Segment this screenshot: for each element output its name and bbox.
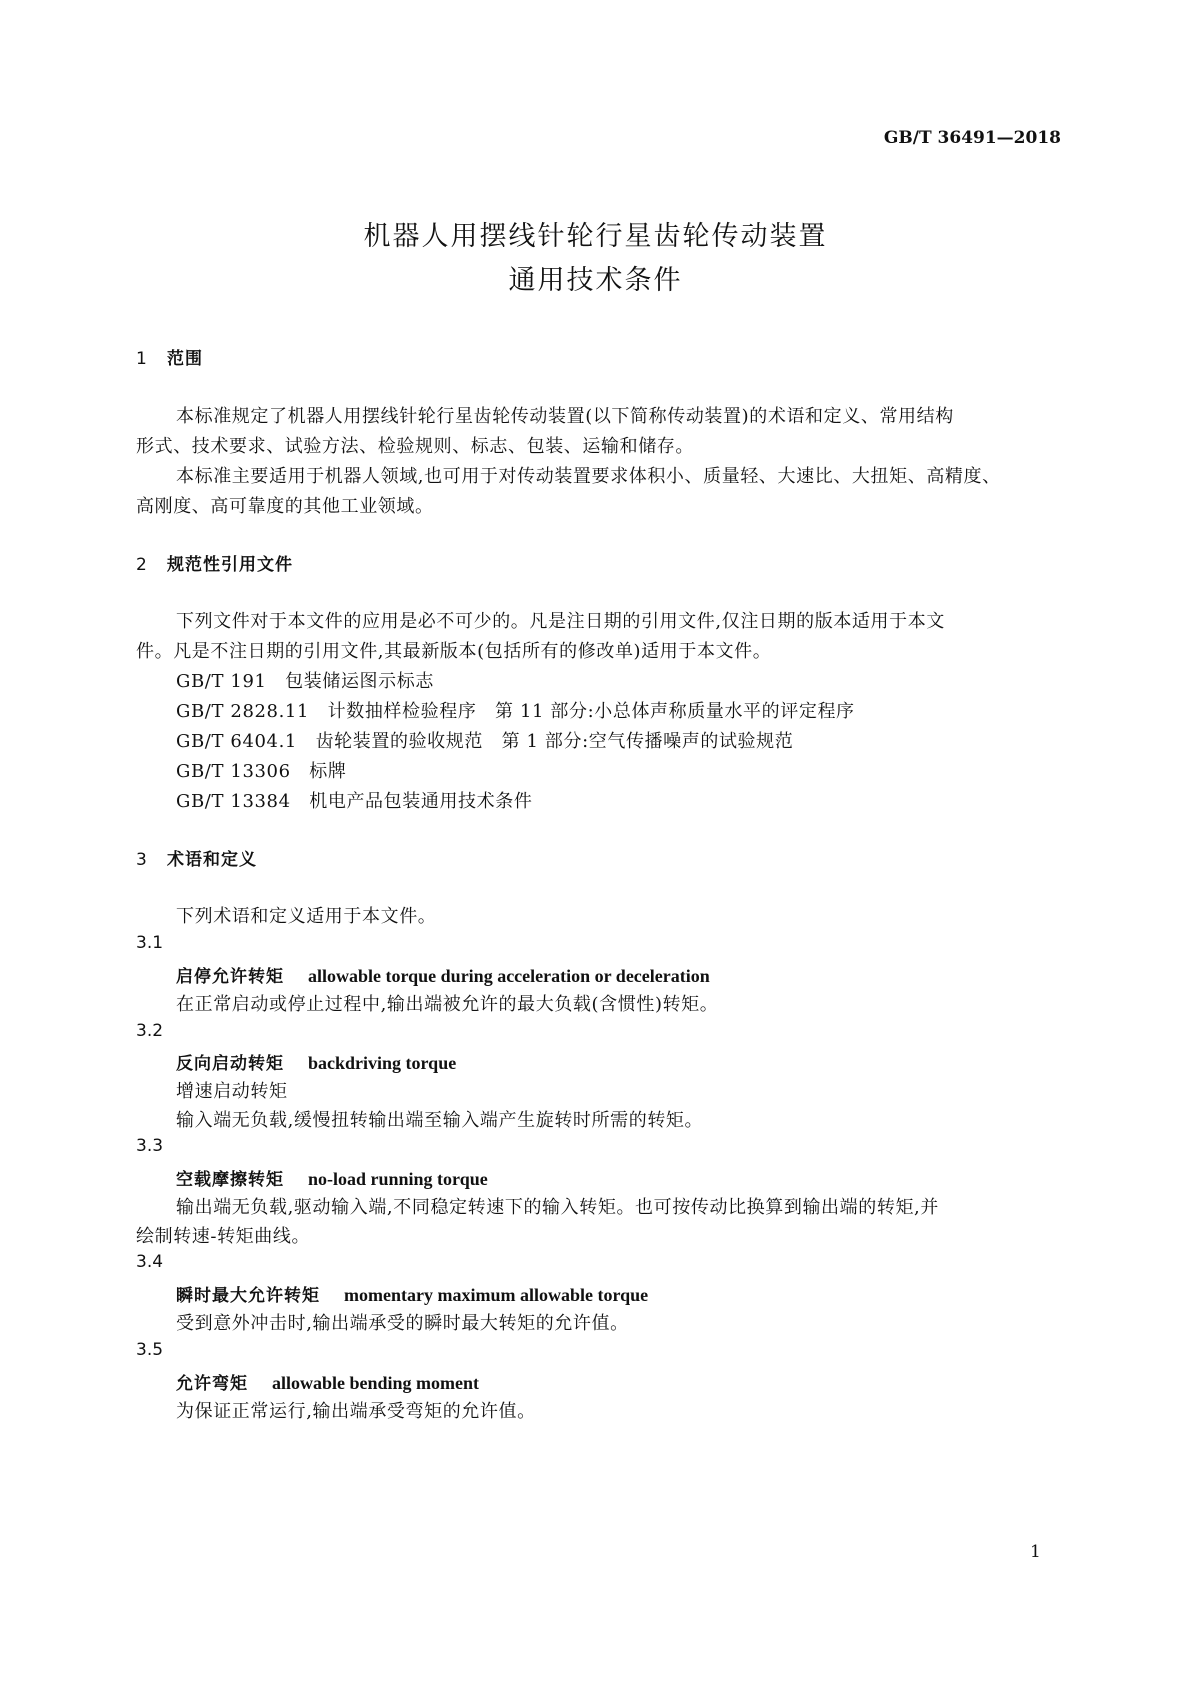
term-3-3-number: 3.3 [136,1136,164,1156]
term-3-5-cn: 允许弯矩 [176,1374,248,1394]
page-number: 1 [1030,1542,1041,1562]
term-3-3-definition-line-2: 绘制转速-转矩曲线。 [136,1226,311,1247]
term-3-5-heading [176,1369,479,1394]
term-3-4-en: momentary maximum allowable torque [344,1285,649,1305]
term-3-2-en: backdriving torque [308,1053,457,1073]
term-3-4-definition: 受到意外冲击时,输出端承受的瞬时最大转矩的允许值。 [176,1313,629,1334]
section-1-title: 范围 [167,349,203,369]
ref-gbt-6404-1: GB/T 6404.1 齿轮装置的验收规范 第 1 部分:空气传播噪声的试验规范 [176,731,794,752]
section-2-number: 2 [136,555,147,575]
section-2-heading [136,550,293,575]
section-3-title: 术语和定义 [167,850,257,870]
term-3-5-definition: 为保证正常运行,输出端承受弯矩的允许值。 [176,1401,536,1422]
ref-gbt-2828-11: GB/T 2828.11 计数抽样检验程序 第 11 部分:小总体声称质量水平的评定程序 [176,701,855,722]
term-3-3-cn: 空载摩擦转矩 [176,1170,284,1190]
term-3-4-cn: 瞬时最大允许转矩 [176,1286,320,1306]
section-1-para-1-line-2: 形式、技术要求、试验方法、检验规则、标志、包装、运输和储存。 [136,436,694,457]
term-3-1-cn: 启停允许转矩 [176,967,284,987]
section-1-number: 1 [136,349,147,369]
section-3-heading [136,845,257,870]
section-3-number: 3 [136,850,147,870]
section-1-para-2-line-1: 本标准主要适用于机器人领域,也可用于对传动装置要求体积小、质量轻、大速比、大扭矩、高精度、 [176,466,1001,487]
term-3-1-heading [176,962,710,987]
term-3-3-en: no-load running torque [308,1169,488,1189]
term-3-1-en: allowable torque during acceleration or deceleration [308,966,710,986]
section-1-heading [136,344,203,369]
term-3-1-definition: 在正常启动或停止过程中,输出端被允许的最大负载(含惯性)转矩。 [176,994,719,1015]
title-line-2: 通用技术条件 [508,265,683,296]
ref-gbt-191: GB/T 191 包装储运图示标志 [176,671,434,692]
section-2-para-line-1: 下列文件对于本文件的应用是必不可少的。凡是注日期的引用文件,仅注日期的版本适用于本文 [176,611,945,632]
title-line-1: 机器人用摆线针轮行星齿轮传动装置 [363,221,828,252]
section-1-para-1-line-1: 本标准规定了机器人用摆线针轮行星齿轮传动装置(以下简称传动装置)的术语和定义、常用结构 [176,406,954,427]
term-3-2-cn: 反向启动转矩 [176,1054,284,1074]
term-3-5-number: 3.5 [136,1340,164,1360]
term-3-4-heading [176,1281,648,1306]
standard-code: GB/T 36491—2018 [883,128,1061,148]
section-1-para-2-line-2: 高刚度、高可靠度的其他工业领域。 [136,496,434,517]
term-3-5-en: allowable bending moment [272,1373,480,1393]
section-2-title: 规范性引用文件 [167,555,293,575]
term-3-2-alt-term: 增速启动转矩 [176,1081,288,1102]
ref-gbt-13384: GB/T 13384 机电产品包装通用技术条件 [176,791,533,812]
section-2-para-line-2: 件。凡是不注日期的引用文件,其最新版本(包括所有的修改单)适用于本文件。 [136,641,772,662]
term-3-4-number: 3.4 [136,1252,164,1272]
section-3-intro: 下列术语和定义适用于本文件。 [176,906,437,927]
term-3-2-definition: 输入端无负载,缓慢扭转输出端至输入端产生旋转时所需的转矩。 [176,1110,704,1131]
term-3-2-heading [176,1049,456,1074]
term-3-3-heading [176,1165,488,1190]
ref-gbt-13306: GB/T 13306 标牌 [176,761,347,782]
term-3-1-number: 3.1 [136,933,164,953]
term-3-3-definition-line-1: 输出端无负载,驱动输入端,不同稳定转速下的输入转矩。也可按传动比换算到输出端的转矩,并 [176,1197,939,1218]
term-3-2-number: 3.2 [136,1021,164,1041]
